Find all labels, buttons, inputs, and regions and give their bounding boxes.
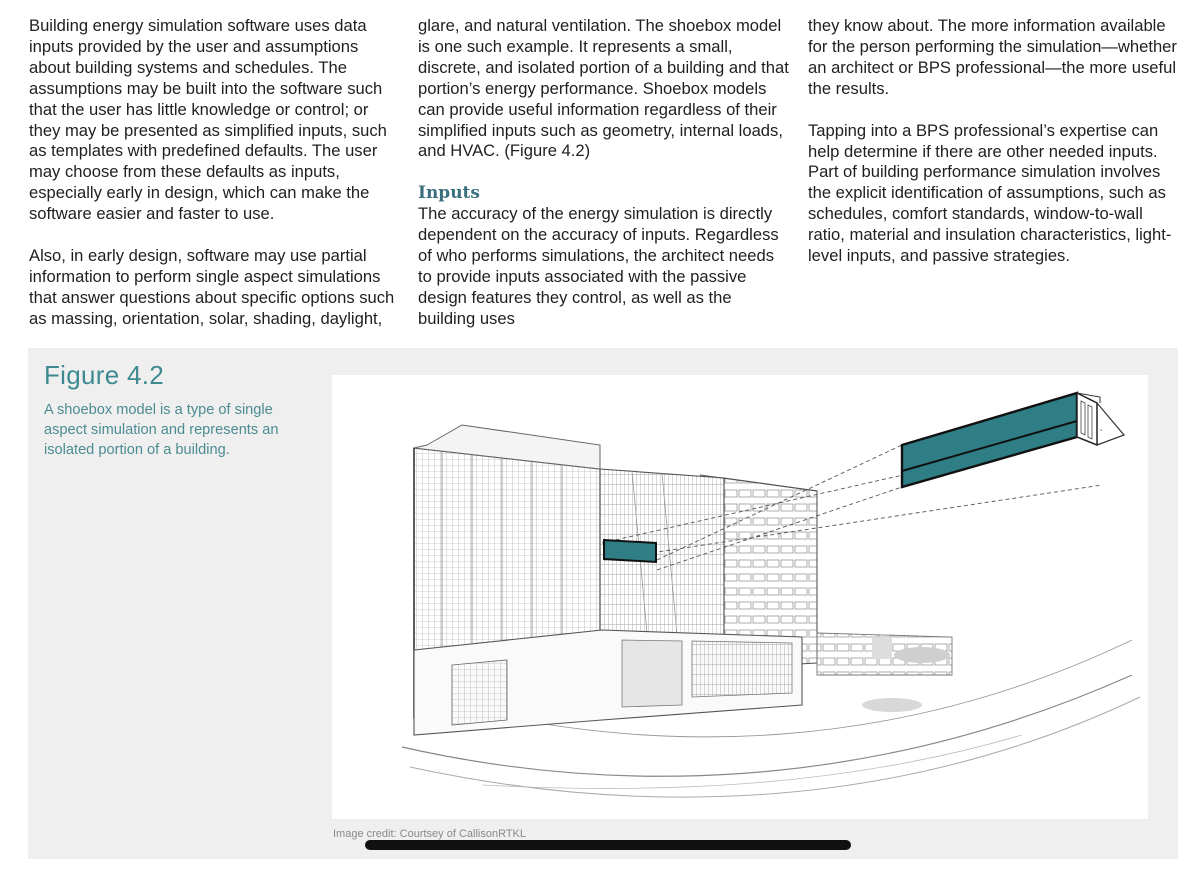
building-illustration — [332, 375, 1148, 819]
text-column-2 — [418, 16, 790, 330]
image-credit: Image credit: Courtsey of CallisonRTKL — [333, 828, 526, 840]
section-heading-inputs: Inputs — [418, 183, 480, 204]
text-column-3 — [808, 16, 1180, 267]
paragraph: The accuracy of the energy simulation is directly dependent on the accuracy of inputs. Regardless of who performs simulations, the architect needs to provide inputs associated with the passive design features they control, as well as the building uses — [418, 204, 779, 328]
paragraph: they know about. The more information available for the person performing the simulation—whether an architect or BPS professional—the more useful the results. — [808, 16, 1177, 98]
building-drawing — [332, 375, 1148, 819]
text-column-1 — [29, 16, 401, 330]
paragraph: Also, in early design, software may use partial information to perform single aspect simulations that answer questions about specific options such as massing, orientation, solar, shading, daylight, — [29, 246, 395, 328]
horizontal-scrollbar[interactable] — [365, 840, 851, 850]
figure-title: Figure 4.2 — [44, 360, 165, 390]
paragraph: Building energy simulation software uses data inputs provided by the user and assumptions about building systems and schedules. The assumptions may be built into the software such that the user has little knowledge or control; or they may be presented as simplified inputs, such as templates with predefined defaults. The user may choose from these defaults as inputs, especially early in design, which can make the software easier and faster to use. — [29, 16, 387, 224]
paragraph: Tapping into a BPS professional’s expertise can help determine if there are other needed inputs. Part of building performance simulation involves the explicit identification of assumptions, such as schedules, comfort standards, window-to-wall ratio, material and insulation characteristics, light-level inputs, and passive strategies. — [808, 120, 1172, 266]
figure-panel — [28, 348, 1178, 859]
figure-caption: A shoebox model is a type of single aspect simulation and represents an isolated portion of a building. — [44, 402, 279, 458]
paragraph: glare, and natural ventilation. The shoebox model is one such example. It represents a small, discrete, and isolated portion of a building and that portion’s energy performance. Shoebox models can provide useful information regardless of their simplified inputs such as geometry, internal loads, and HVAC. (Figure 4.2) — [418, 16, 789, 161]
